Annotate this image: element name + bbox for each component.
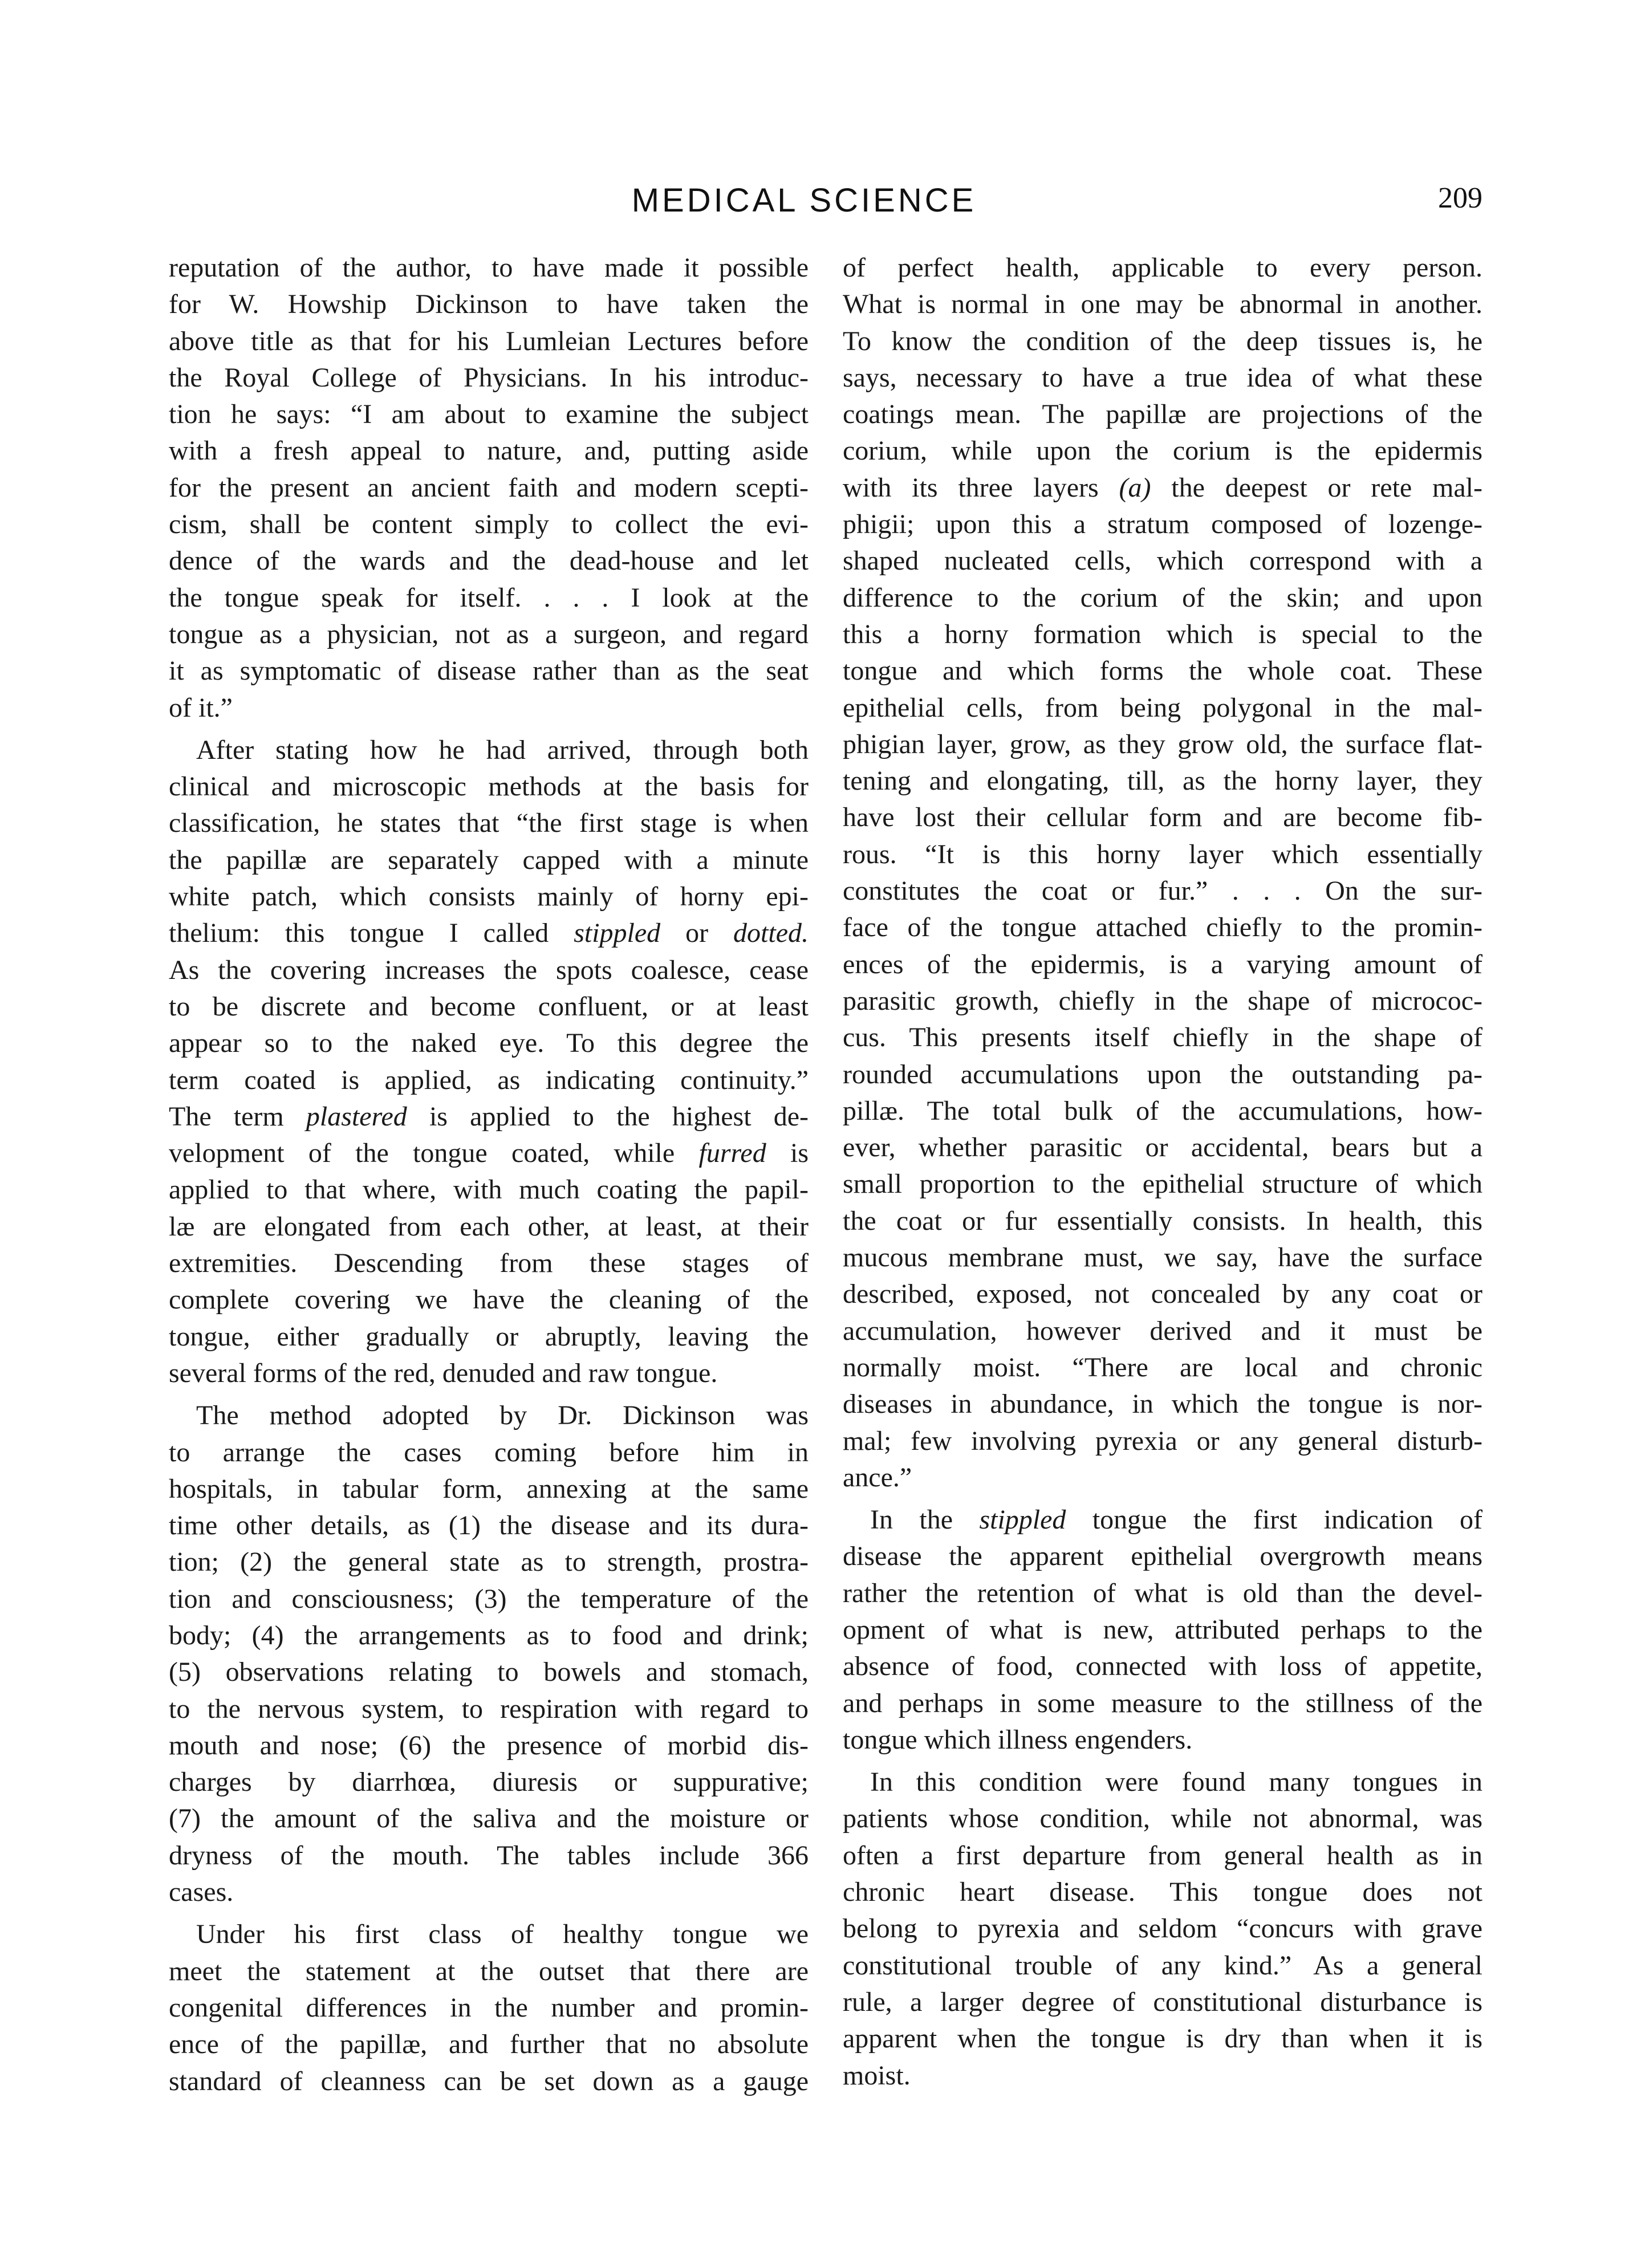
text-line: cus. This presents itself chiefly in the shape of — [843, 1022, 1482, 1053]
text-line: to the nervous system, to respiration with regard to — [169, 1693, 809, 1724]
text-line: with a fresh appeal to nature, and, putting aside — [169, 436, 809, 466]
paragraph — [169, 1916, 809, 2099]
text-line: To know the condition of the deep tissues is, he — [843, 326, 1482, 356]
text-line: absence of food, connected with loss of appetite, — [843, 1651, 1482, 1682]
text-line: body; (4) the arrangements as to food and drink; — [169, 1620, 809, 1651]
text-segment: In the — [870, 1505, 980, 1535]
text-line: epithelial cells, from being polygonal in the mal- — [843, 692, 1482, 723]
header-title: MEDICAL SCIENCE — [631, 182, 977, 219]
text-line: What is normal in one may be abnormal in another. — [843, 289, 1482, 320]
text-line: mucous membrane must, we say, have the surface — [843, 1242, 1482, 1273]
text-line: normally moist. “There are local and chronic — [843, 1352, 1482, 1383]
text-line: have lost their cellular form and are become fib- — [843, 802, 1482, 833]
text-line: ence of the papillæ, and further that no absolute — [169, 2029, 809, 2060]
text-line: for the present an ancient faith and modern scepti- — [169, 472, 809, 503]
text-line: of perfect health, applicable to every person. — [843, 253, 1482, 283]
text-line: of it.” — [169, 692, 233, 723]
paragraph — [169, 250, 809, 726]
text-line: classification, he states that “the first stage is when — [169, 808, 809, 839]
text-line — [169, 1135, 809, 1172]
text-line: tion and consciousness; (3) the temperature of the — [169, 1583, 809, 1614]
text-line: diseases in abundance, in which the tongue is nor- — [843, 1389, 1482, 1420]
text-line — [843, 470, 1482, 506]
text-line: Under his first class of healthy tongue we — [196, 1919, 809, 1950]
text-line: the coat or fur essentially consists. In health, this — [843, 1205, 1482, 1236]
text-line: applied to that where, with much coating the papil- — [169, 1174, 809, 1205]
italic-term: furred — [698, 1138, 766, 1169]
text-line: As the covering increases the spots coalesce, cease — [169, 954, 809, 985]
text-line: and perhaps in some measure to the stillness of the — [843, 1688, 1482, 1718]
italic-term: dotted. — [733, 918, 809, 949]
text-line: charges by diarrhœa, diuresis or suppurative; — [169, 1767, 809, 1798]
right-column — [843, 250, 1482, 2094]
text-line: tion he says: “I am about to examine the subject — [169, 399, 809, 430]
text-line: (5) observations relating to bowels and stomach, — [169, 1657, 809, 1688]
text-line: complete covering we have the cleaning of the — [169, 1285, 809, 1315]
text-line: congenital differences in the number and promin- — [169, 1992, 809, 2023]
italic-term: (a) — [1119, 472, 1151, 503]
italic-term: stippled — [574, 918, 661, 949]
italic-term: stippled — [979, 1505, 1066, 1535]
text-line: pillæ. The total bulk of the accumulations, how- — [843, 1095, 1482, 1126]
text-line: small proportion to the epithelial structure of which — [843, 1169, 1482, 1200]
paragraph — [843, 250, 1482, 1496]
text-segment: velopment of the tongue coated, while — [169, 1138, 699, 1169]
text-segment: is — [766, 1138, 809, 1169]
text-line — [169, 1099, 809, 1135]
text-line: apparent when the tongue is dry than when it is — [843, 2023, 1482, 2054]
text-segment: thelium: this tongue I called — [169, 918, 574, 949]
text-line: corium, while upon the corium is the epidermis — [843, 436, 1482, 466]
text-line: several forms of the red, denuded and raw tongue. — [169, 1357, 718, 1388]
text-line: dryness of the mouth. The tables include 366 — [169, 1840, 809, 1871]
text-line: tongue which illness engenders. — [843, 1724, 1193, 1755]
text-segment: or — [660, 918, 734, 949]
text-line: appear so to the naked eye. To this degree the — [169, 1028, 809, 1059]
text-line: moist. — [843, 2060, 911, 2091]
text-line: white patch, which consists mainly of horny epi- — [169, 881, 809, 912]
text-line: tongue and which forms the whole coat. These — [843, 656, 1482, 686]
text-line: difference to the corium of the skin; and upon — [843, 582, 1482, 613]
text-line: The method adopted by Dr. Dickinson was — [196, 1400, 809, 1431]
text-line: rounded accumulations upon the outstanding pa- — [843, 1059, 1482, 1090]
text-line: parasitic growth, chiefly in the shape of micrococ- — [843, 985, 1482, 1016]
text-line: shaped nucleated cells, which correspond with a — [843, 546, 1482, 576]
text-line: constitutional trouble of any kind.” As a general — [843, 1950, 1482, 1981]
text-line: rous. “It is this horny layer which essentially — [843, 839, 1482, 869]
paragraph — [169, 1397, 809, 1911]
text-line: ences of the epidermis, is a varying amount of — [843, 949, 1482, 979]
text-segment: tongue the first indication of — [1066, 1505, 1482, 1535]
text-line: rule, a larger degree of constitutional disturbance is — [843, 1986, 1482, 2017]
text-line: hospitals, in tabular form, annexing at the same — [169, 1473, 809, 1504]
text-line: reputation of the author, to have made it possible — [169, 253, 809, 283]
text-line: above title as that for his Lumleian Lectures before — [169, 326, 809, 356]
text-line: mal; few involving pyrexia or any general disturb- — [843, 1425, 1482, 1456]
text-line: phigian layer, grow, as they grow old, the surface flat- — [843, 729, 1482, 759]
text-line: læ are elongated from each other, at least, at their — [169, 1211, 809, 1242]
text-line: ance.” — [843, 1462, 912, 1493]
text-line: ever, whether parasitic or accidental, bears but a — [843, 1132, 1482, 1163]
text-line: constitutes the coat or fur.” . . . On the sur- — [843, 876, 1482, 907]
left-column — [169, 250, 809, 2100]
text-line: it as symptomatic of disease rather than as the seat — [169, 656, 809, 686]
text-line: to be discrete and become confluent, or at least — [169, 991, 809, 1022]
text-line: chronic heart disease. This tongue does not — [843, 1877, 1482, 1908]
text-line: (7) the amount of the saliva and the moisture or — [169, 1803, 809, 1834]
text-line: disease the apparent epithelial overgrowth means — [843, 1541, 1482, 1572]
text-line: tion; (2) the general state as to strength, prostra- — [169, 1547, 809, 1578]
text-line: mouth and nose; (6) the presence of morbid dis- — [169, 1730, 809, 1761]
text-line: often a first departure from general health as in — [843, 1840, 1482, 1871]
text-line: for W. Howship Dickinson to have taken the — [169, 289, 809, 320]
text-line: tongue, either gradually or abruptly, leaving the — [169, 1321, 809, 1352]
text-line: dence of the wards and the dead-house and let — [169, 546, 809, 576]
text-line: patients whose condition, while not abnormal, was — [843, 1803, 1482, 1834]
text-line — [169, 915, 809, 952]
text-line: says, necessary to have a true idea of what these — [843, 362, 1482, 393]
paragraph — [843, 1764, 1482, 2094]
text-line: accumulation, however derived and it must be — [843, 1315, 1482, 1346]
text-line — [843, 1502, 1482, 1538]
text-line: to arrange the cases coming before him in — [169, 1437, 809, 1468]
paragraph — [169, 732, 809, 1392]
text-line: coatings mean. The papillæ are projections of the — [843, 399, 1482, 430]
text-line: clinical and microscopic methods at the basis for — [169, 771, 809, 802]
page-number: 209 — [1438, 182, 1482, 214]
text-line: belong to pyrexia and seldom “concurs with grave — [843, 1913, 1482, 1944]
text-line: term coated is applied, as indicating continuity.” — [169, 1064, 809, 1095]
italic-term: plastered — [306, 1101, 407, 1132]
text-line: the Royal College of Physicians. In his introduc- — [169, 362, 809, 393]
text-segment: with its three layers — [843, 472, 1119, 503]
text-segment: is applied to the highest de- — [407, 1101, 809, 1132]
text-line: time other details, as (1) the disease and its dura- — [169, 1510, 809, 1541]
text-line: this a horny formation which is special to the — [843, 619, 1482, 649]
text-line: extremities. Descending from these stages of — [169, 1248, 809, 1279]
text-line: rather the retention of what is old than the devel- — [843, 1578, 1482, 1608]
text-line: tongue as a physician, not as a surgeon, and regard — [169, 619, 809, 649]
text-line: opment of what is new, attributed perhaps to the — [843, 1614, 1482, 1645]
text-line: In this condition were found many tongues in — [870, 1767, 1482, 1798]
text-line: standard of cleanness can be set down as a gauge — [169, 2066, 809, 2096]
text-line: tening and elongating, till, as the horny layer, they — [843, 766, 1482, 796]
text-line: cism, shall be content simply to collect the evi- — [169, 509, 809, 540]
text-segment: The term — [169, 1101, 306, 1132]
text-line: cases. — [169, 1877, 234, 1908]
text-line: the papillæ are separately capped with a minute — [169, 844, 809, 875]
text-segment: the deepest or rete mal- — [1151, 472, 1482, 503]
text-line: meet the statement at the outset that there are — [169, 1956, 809, 1986]
paragraph — [843, 1502, 1482, 1758]
text-line: After stating how he had arrived, through both — [196, 734, 809, 765]
text-line: described, exposed, not concealed by any coat or — [843, 1279, 1482, 1310]
text-line: face of the tongue attached chiefly to the promin- — [843, 912, 1482, 943]
text-line: the tongue speak for itself. . . . I look at the — [169, 582, 809, 613]
text-line: phigii; upon this a stratum composed of lozenge- — [843, 509, 1482, 540]
